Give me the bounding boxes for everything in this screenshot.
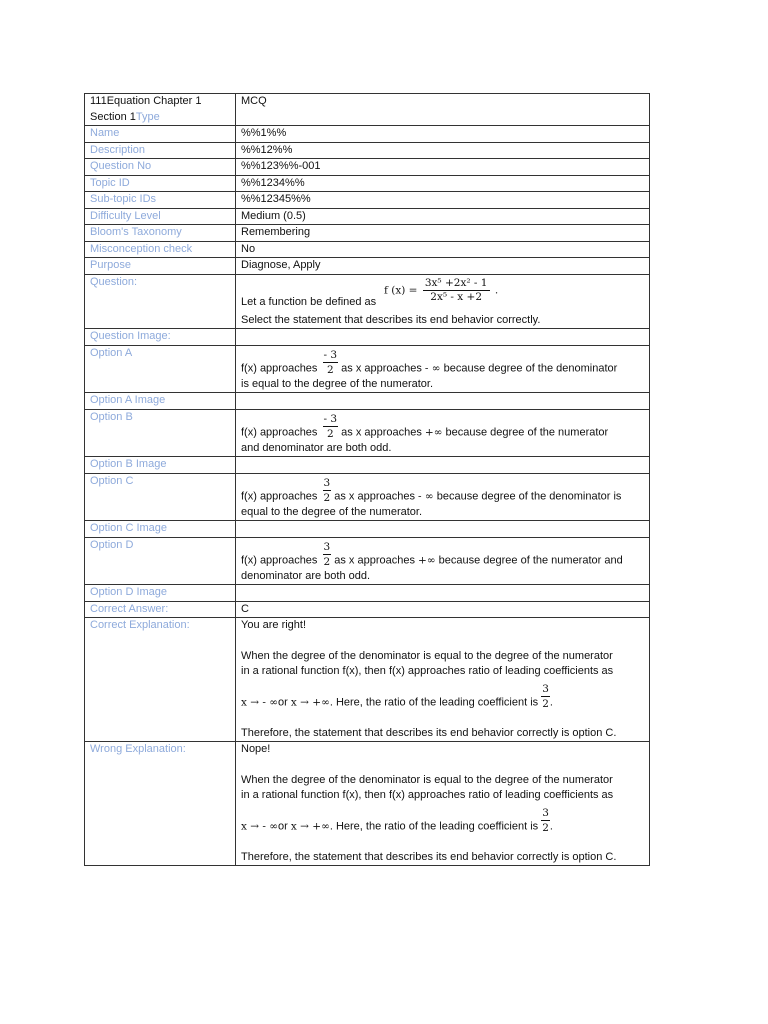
question-table — [84, 93, 650, 866]
key-description: Description — [85, 142, 236, 159]
row-topic-id — [85, 175, 650, 192]
value-option-d — [236, 537, 650, 585]
header-key-line1: 111Equation Chapter 1 — [90, 95, 202, 107]
equation-period: . — [494, 284, 499, 296]
value-option-b-image — [236, 457, 650, 474]
equation-numerator: 3x⁵ +2x² - 1 — [424, 276, 488, 289]
key-option-c-image: Option C Image — [85, 521, 236, 538]
value-purpose: Diagnose, Apply — [236, 258, 650, 275]
row-name — [85, 126, 650, 143]
value-option-a-image — [236, 393, 650, 410]
option-c-post: because degree of the denominator is — [436, 490, 622, 502]
row-option-d — [85, 537, 650, 585]
row-option-a-image — [85, 393, 650, 410]
row-correct-answer — [85, 601, 650, 618]
question-equation-block — [241, 275, 644, 313]
option-a-line2: is equal to the degree of the numerator. — [241, 377, 434, 390]
row-difficulty — [85, 208, 650, 225]
option-d-post: because degree of the numerator and — [438, 554, 623, 566]
option-b-post: because degree of the numerator — [445, 426, 609, 438]
option-a-post: because degree of the denominator — [443, 362, 618, 374]
header-key — [85, 94, 236, 126]
key-option-a-image: Option A Image — [85, 393, 236, 410]
option-b-line2: and denominator are both odd. — [241, 441, 392, 454]
option-d-line2: denominator are both odd. — [241, 569, 371, 582]
row-question-image — [85, 329, 650, 346]
key-wrong-explanation: Wrong Explanation: — [85, 742, 236, 866]
key-correct-explanation: Correct Explanation: — [85, 618, 236, 742]
header-key-type: Type — [135, 110, 160, 123]
option-d-infinity: +∞ — [418, 554, 436, 566]
option-b-frac-den: 2 — [326, 427, 334, 440]
option-a-fraction — [323, 348, 339, 377]
key-option-d-image: Option D Image — [85, 585, 236, 602]
row-option-d-image — [85, 585, 650, 602]
row-option-b — [85, 409, 650, 457]
row-misconception — [85, 241, 650, 258]
option-c-frac-num: 3 — [323, 476, 331, 489]
option-d-mid: as x approaches — [334, 554, 415, 566]
correct-exp-frac-den: 2 — [542, 697, 549, 710]
option-d-fraction — [323, 540, 332, 569]
correct-exp-p4: Therefore, the statement that describes its end behavior correctly is option C. — [241, 726, 617, 739]
row-option-b-image — [85, 457, 650, 474]
row-question — [85, 274, 650, 329]
wrong-exp-m1: x → - ∞ — [241, 820, 279, 832]
correct-exp-p3: . Here, the ratio of the leading coefficient is — [329, 696, 539, 708]
equation-fx: f (x) = — [384, 284, 418, 296]
key-option-b-image: Option B Image — [85, 457, 236, 474]
key-option-b: Option B — [85, 409, 236, 457]
value-option-c-image — [236, 521, 650, 538]
option-b-pre: f(x) approaches — [241, 426, 318, 438]
key-question-no: Question No — [85, 159, 236, 176]
value-correct-explanation — [236, 618, 650, 742]
option-b-frac-num: - 3 — [323, 412, 338, 425]
option-a-frac-den: 2 — [326, 363, 334, 376]
option-a-mid: as x approaches — [341, 362, 422, 374]
value-blooms: Remembering — [236, 225, 650, 242]
wrong-exp-or: or — [278, 820, 288, 832]
wrong-exp-p1: Nope! — [241, 743, 271, 755]
option-d-frac-num: 3 — [323, 540, 331, 553]
row-blooms — [85, 225, 650, 242]
row-wrong-explanation — [85, 742, 650, 866]
key-blooms: Bloom's Taxonomy — [85, 225, 236, 242]
option-b-mid: as x approaches — [341, 426, 422, 438]
option-a-pre: f(x) approaches — [241, 362, 318, 374]
key-difficulty: Difficulty Level — [85, 208, 236, 225]
value-option-d-image — [236, 585, 650, 602]
row-purpose — [85, 258, 650, 275]
wrong-exp-fraction — [541, 806, 550, 835]
row-option-a — [85, 345, 650, 393]
value-option-a — [236, 345, 650, 393]
key-correct-answer: Correct Answer: — [85, 601, 236, 618]
row-option-c — [85, 473, 650, 521]
option-c-fraction — [323, 476, 332, 505]
correct-exp-or: or — [278, 696, 288, 708]
correct-exp-fraction — [541, 682, 550, 711]
correct-exp-frac-num: 3 — [542, 682, 549, 695]
option-c-mid: as x approaches — [334, 490, 415, 502]
option-c-frac-den: 2 — [323, 491, 331, 504]
row-subtopic — [85, 192, 650, 209]
key-subtopic: Sub-topic IDs — [85, 192, 236, 209]
option-a-infinity: - ∞ — [424, 362, 441, 374]
option-c-pre: f(x) approaches — [241, 490, 318, 502]
option-c-infinity: - ∞ — [418, 490, 434, 502]
key-misconception: Misconception check — [85, 241, 236, 258]
question-line2: Select the statement that describes its end behavior correctly. — [241, 313, 541, 326]
row-question-no — [85, 159, 650, 176]
key-option-d: Option D — [85, 537, 236, 585]
value-difficulty: Medium (0.5) — [236, 208, 650, 225]
row-type — [85, 94, 650, 126]
value-misconception: No — [236, 241, 650, 258]
key-name: Name — [85, 126, 236, 143]
value-name: %%1%% — [236, 126, 650, 143]
value-option-c — [236, 473, 650, 521]
wrong-exp-p2b: in a rational function f(x), then f(x) approaches ratio of leading coefficients as — [241, 789, 614, 801]
equation-fraction — [423, 277, 490, 304]
option-d-frac-den: 2 — [323, 555, 331, 568]
correct-exp-p2a: When the degree of the denominator is equal to the degree of the numerator — [241, 649, 613, 662]
value-correct-answer: C — [236, 601, 650, 618]
value-question-image — [236, 329, 650, 346]
value-question-no: %%123%%-001 — [236, 159, 650, 176]
row-correct-explanation — [85, 618, 650, 742]
correct-exp-dot: . — [549, 696, 553, 708]
option-c-line2: equal to the degree of the numerator. — [241, 505, 423, 518]
question-lead: Let a function be defined as — [241, 295, 377, 308]
wrong-exp-frac-den: 2 — [542, 821, 549, 834]
value-description: %%12%% — [236, 142, 650, 159]
wrong-exp-p2a: When the degree of the denominator is equal to the degree of the numerator — [241, 773, 613, 786]
key-option-c: Option C — [85, 473, 236, 521]
option-b-fraction — [323, 412, 339, 441]
wrong-exp-frac-num: 3 — [542, 806, 549, 819]
question-equation — [384, 277, 498, 304]
correct-exp-p2b: in a rational function f(x), then f(x) approaches ratio of leading coefficients as — [241, 665, 614, 677]
equation-denominator: 2x⁵ - x +2 — [430, 290, 483, 303]
key-question: Question: — [85, 274, 236, 329]
header-value: MCQ — [236, 94, 650, 126]
key-question-image: Question Image: — [85, 329, 236, 346]
value-wrong-explanation — [236, 742, 650, 866]
wrong-exp-p4: Therefore, the statement that describes its end behavior correctly is option C. — [241, 850, 617, 863]
wrong-exp-p3: . Here, the ratio of the leading coefficient is — [329, 820, 539, 832]
row-option-c-image — [85, 521, 650, 538]
value-option-b — [236, 409, 650, 457]
correct-exp-m2: x → +∞ — [290, 696, 330, 708]
wrong-exp-dot: . — [549, 820, 553, 832]
option-d-pre: f(x) approaches — [241, 554, 318, 566]
key-option-a: Option A — [85, 345, 236, 393]
option-b-infinity: +∞ — [424, 426, 443, 438]
value-topic-id: %%1234%% — [236, 175, 650, 192]
option-a-frac-num: - 3 — [323, 348, 338, 361]
correct-exp-m1: x → - ∞ — [241, 696, 279, 708]
correct-exp-p1: You are right! — [241, 619, 307, 631]
value-question — [236, 274, 650, 329]
key-purpose: Purpose — [85, 258, 236, 275]
value-subtopic: %%12345%% — [236, 192, 650, 209]
wrong-exp-m2: x → +∞ — [290, 820, 330, 832]
header-key-line2: Section 1 — [90, 110, 136, 123]
row-description — [85, 142, 650, 159]
key-topic-id: Topic ID — [85, 175, 236, 192]
